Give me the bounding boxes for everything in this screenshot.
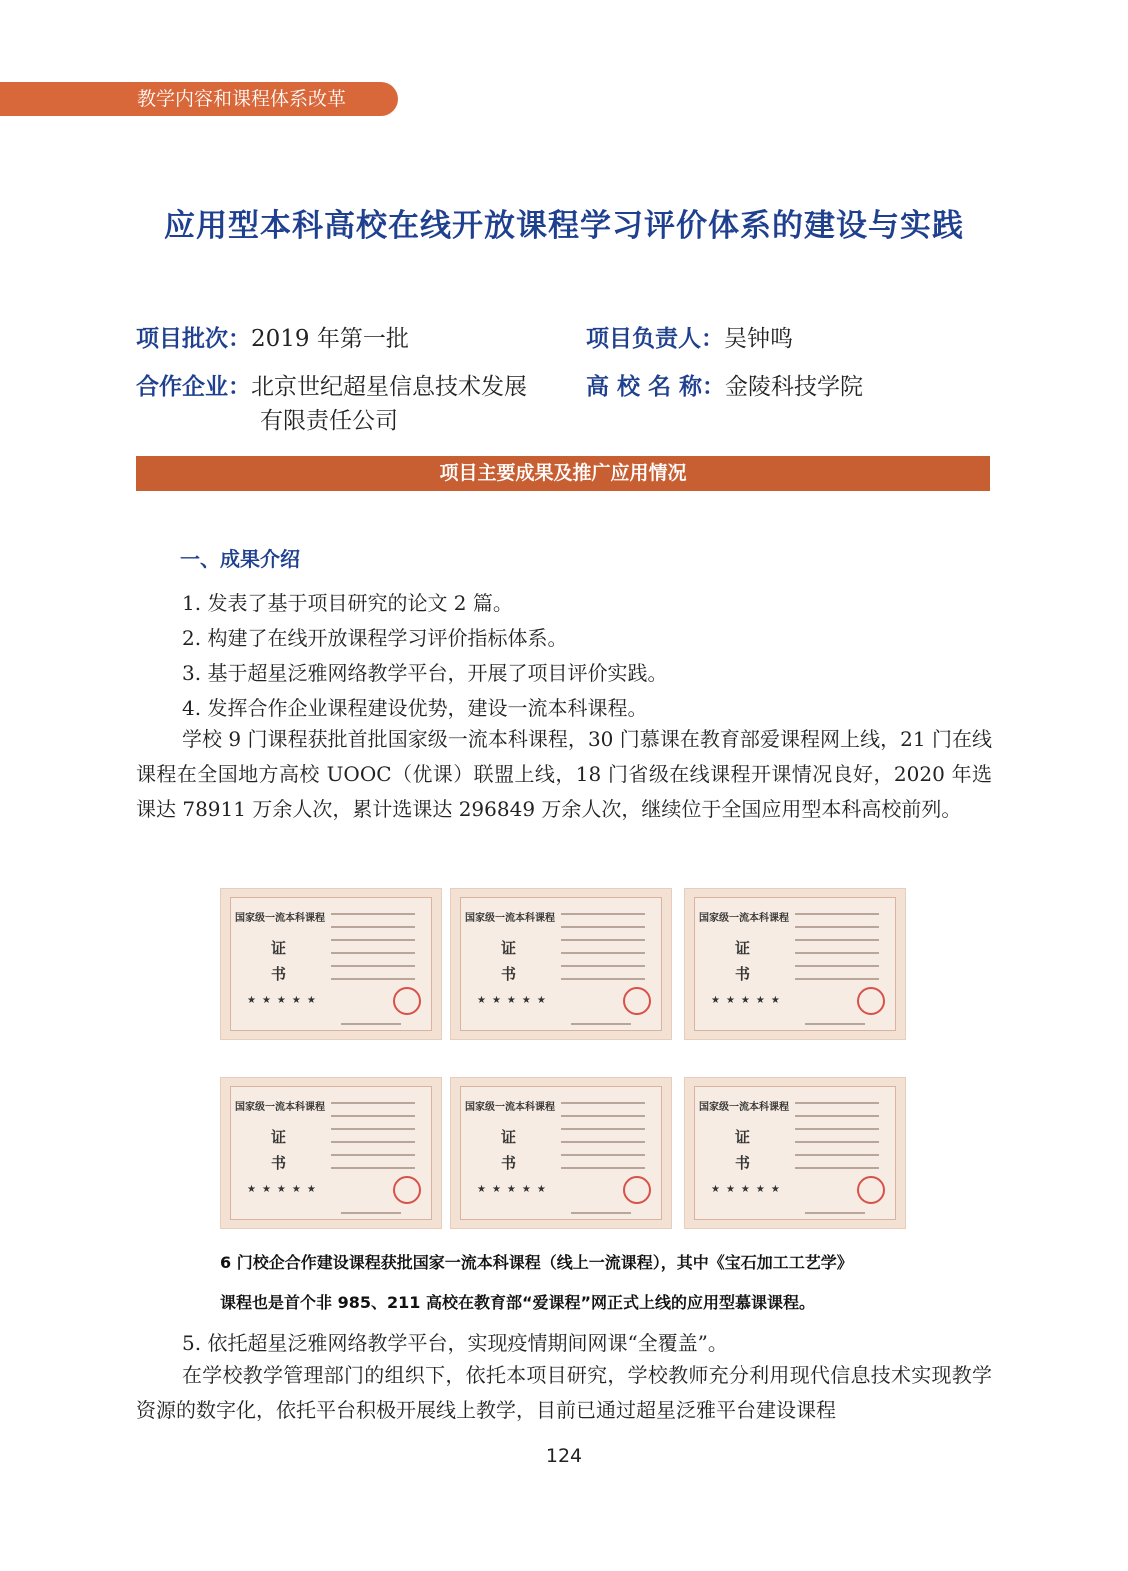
list-item: 1. 发表了基于项目研究的论文 2 篇。 (182, 591, 513, 615)
certificate-image (450, 1077, 672, 1229)
seal-icon (623, 1176, 651, 1204)
school-value: 金陵科技学院 (725, 374, 864, 400)
list-item: 5. 依托超星泛雅网络教学平台，实现疫情期间网课“全覆盖”。 (182, 1331, 728, 1355)
certificate-char: 证 (735, 939, 751, 957)
seal-icon (623, 987, 651, 1015)
certificate-title: 国家级一流本科课程 (699, 913, 789, 924)
section-tab: 教学内容和课程体系改革 (0, 82, 398, 116)
seal-icon (857, 1176, 885, 1204)
certificate-char: 书 (271, 965, 287, 983)
leader-label: 项目负责人： (586, 326, 724, 352)
certificate-char: 证 (501, 939, 517, 957)
certificate-stars: ★★★★★ (477, 995, 552, 1006)
page-number: 124 (545, 1445, 583, 1467)
company-label: 合作企业： (136, 374, 251, 400)
certificate-char: 书 (501, 1154, 517, 1172)
certificate-stars: ★★★★★ (711, 1184, 786, 1195)
meta-company (136, 370, 527, 404)
certificate-char: 证 (271, 939, 287, 957)
list-item: 4. 发挥合作企业课程建设优势，建设一流本科课程。 (182, 696, 648, 720)
certificate-char: 证 (501, 1128, 517, 1146)
certificate-title: 国家级一流本科课程 (699, 1102, 789, 1113)
company-value-line2: 有限责任公司 (260, 408, 398, 434)
meta-leader (586, 322, 793, 356)
certificate-stars: ★★★★★ (247, 1184, 322, 1195)
certificate-stars: ★★★★★ (247, 995, 322, 1006)
certificate-title: 国家级一流本科课程 (235, 1102, 325, 1113)
paragraph-teaching: 在学校教学管理部门的组织下，依托本项目研究，学校教师充分利用现代信息技术实现教学资源的数字化，依托平台积极开展线上教学，目前已通过超星泛雅平台建设课程 (136, 1363, 992, 1422)
seal-icon (393, 987, 421, 1015)
company-value-line1: 北京世纪超星信息技术发展 (251, 374, 527, 400)
section-bar: 项目主要成果及推广应用情况 (136, 456, 990, 491)
meta-company-line2 (260, 404, 398, 438)
meta-batch (136, 322, 409, 356)
certificate-char: 书 (271, 1154, 287, 1172)
batch-value: 2019 年第一批 (251, 326, 409, 352)
certificate-image (684, 888, 906, 1040)
seal-icon (393, 1176, 421, 1204)
certificate-image (450, 888, 672, 1040)
figure-caption-line1: 6 门校企合作建设课程获批国家一流本科课程（线上一流课程），其中《宝石加工工艺学》 (220, 1253, 853, 1272)
certificate-title: 国家级一流本科课程 (465, 913, 555, 924)
certificate-stars: ★★★★★ (477, 1184, 552, 1195)
certificate-image (220, 888, 442, 1040)
school-label: 高 校 名 称： (586, 374, 726, 400)
leader-value: 吴钟鸣 (724, 326, 793, 352)
certificate-title: 国家级一流本科课程 (235, 913, 325, 924)
certificate-image (684, 1077, 906, 1229)
batch-label: 项目批次： (136, 326, 251, 352)
certificate-char: 书 (501, 965, 517, 983)
certificate-image (220, 1077, 442, 1229)
list-item: 3. 基于超星泛雅网络教学平台，开展了项目评价实践。 (182, 661, 668, 685)
paragraph-courses: 学校 9 门课程获批首批国家级一流本科课程，30 门慕课在教育部爱课程网上线，21 门在线课程在全国地方高校 UOOC（优课）联盟上线，18 门省级在线课程开课情况良好，2020 年选课达 78911 万余人次，累计选课达 296849 万余人次，继续位于全国应用型本科高校前列。 (136, 727, 992, 821)
certificate-char: 证 (735, 1128, 751, 1146)
figure-caption-line2: 课程也是首个非 985、211 高校在教育部“爱课程”网正式上线的应用型慕课课程。 (220, 1293, 815, 1312)
list-item: 2. 构建了在线开放课程学习评价指标体系。 (182, 626, 568, 650)
certificate-char: 书 (735, 1154, 751, 1172)
certificate-char: 书 (735, 965, 751, 983)
page-title: 应用型本科高校在线开放课程学习评价体系的建设与实践 (164, 208, 964, 244)
seal-icon (857, 987, 885, 1015)
certificate-title: 国家级一流本科课程 (465, 1102, 555, 1113)
meta-school (586, 370, 863, 404)
certificate-stars: ★★★★★ (711, 995, 786, 1006)
certificate-char: 证 (271, 1128, 287, 1146)
heading-achievements: 一、成果介绍 (180, 547, 300, 571)
